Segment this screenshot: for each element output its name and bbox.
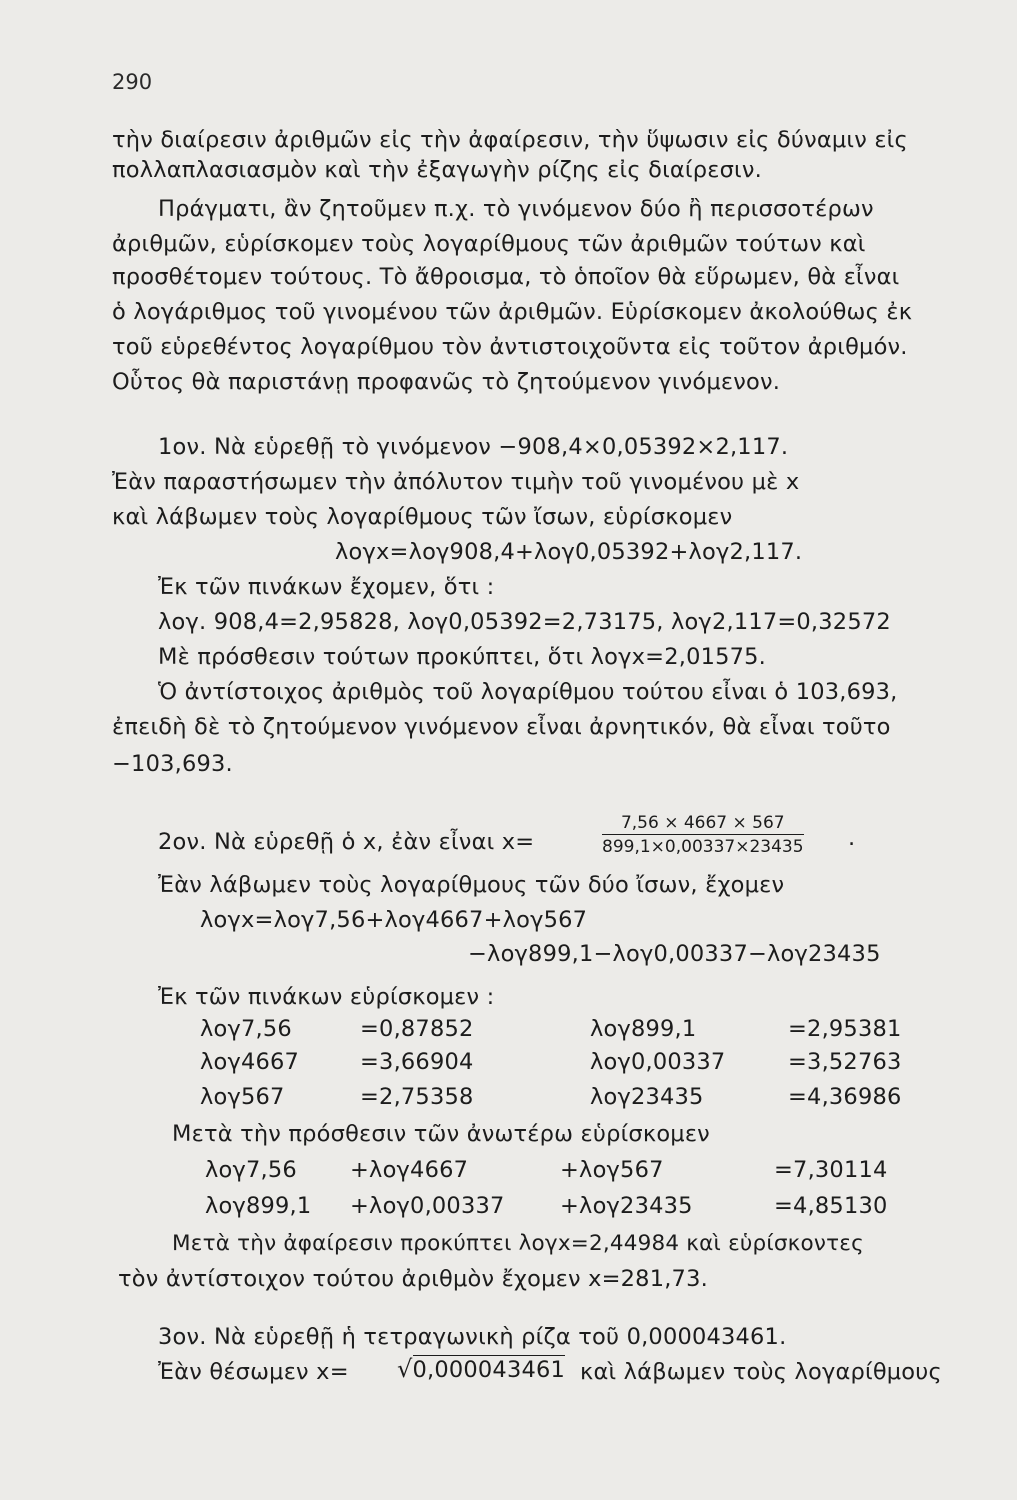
- text-line: Ὁ ἀντίστοιχος ἀριθμὸς τοῦ λογαρίθμου τούτου εἶναι ὁ 103,693,: [158, 679, 898, 705]
- text-line: Ἐκ τῶν πινάκων ἔχομεν, ὅτι :: [158, 574, 495, 600]
- log-name: λογ7,56: [200, 1016, 292, 1042]
- sum-total: =7,30114: [774, 1157, 888, 1183]
- sum-term: +λογ567: [560, 1157, 664, 1183]
- text-line: Ἐὰν θέσωμεν x=: [158, 1359, 349, 1385]
- log-name: λογ4667: [200, 1049, 300, 1075]
- page-number: 290: [112, 70, 153, 94]
- equation-line: λογx=λογ908,4+λογ0,05392+λογ2,117.: [335, 539, 803, 565]
- text-line: τοῦ εὑρεθέντος λογαρίθμου τὸν ἀντιστοιχοῦντα εἰς τοῦτον ἀριθμόν.: [112, 334, 908, 360]
- sqrt-expression: [397, 1356, 565, 1383]
- text-line: ἀριθμῶν, εὑρίσκομεν τοὺς λογαρίθμους τῶν ἀριθμῶν τούτων καὶ: [112, 231, 866, 257]
- sqrt-radicand: 0,000043461: [412, 1357, 566, 1383]
- fraction-period: .: [848, 825, 856, 851]
- text-line: −103,693.: [112, 751, 233, 777]
- log-value: =3,66904: [360, 1049, 474, 1075]
- text-line: Ἐὰν παραστήσωμεν τὴν ἀπόλυτον τιμὴν τοῦ γινομένου μὲ x: [112, 469, 800, 495]
- equation-line: −λογ899,1−λογ0,00337−λογ23435: [468, 941, 881, 967]
- sum-term: +λογ0,00337: [350, 1193, 505, 1219]
- text-line: Οὗτος θὰ παριστάνῃ προφανῶς τὸ ζητούμενον γινόμενον.: [112, 369, 781, 395]
- fraction-numerator: 7,56 × 4667 × 567: [602, 813, 804, 835]
- log-name: λογ567: [200, 1084, 285, 1110]
- text-line: Ἐὰν λάβωμεν τοὺς λογαρίθμους τῶν δύο ἴσων, ἔχομεν: [158, 872, 785, 898]
- fraction: [602, 813, 804, 857]
- sum-term: +λογ23435: [560, 1193, 693, 1219]
- text-line: καὶ λάβωμεν τοὺς λογαρίθμους τῶν ἴσων, εὑρίσκομεν: [112, 504, 733, 530]
- sum-term: +λογ4667: [350, 1157, 469, 1183]
- text-line: τὸν ἀντίστοιχον τούτου ἀριθμὸν ἔχομεν x=281,73.: [118, 1266, 708, 1292]
- fraction-denominator: 899,1×0,00337×23435: [602, 837, 804, 857]
- example-2-heading: 2ον. Νὰ εὑρεθῇ ὁ x, ἐὰν εἶναι x=: [158, 829, 535, 855]
- sqrt-sign-icon: √: [397, 1355, 413, 1383]
- sum-term: λογ7,56: [205, 1157, 297, 1183]
- text-line: ὁ λογάριθμος τοῦ γινομένου τῶν ἀριθμῶν. Εὑρίσκομεν ἀκολούθως ἐκ: [112, 299, 913, 325]
- log-name: λογ23435: [590, 1084, 704, 1110]
- sum-term: λογ899,1: [205, 1193, 312, 1219]
- example-3-heading: 3ον. Νὰ εὑρεθῇ ἡ τετραγωνικὴ ρίζα τοῦ 0,000043461.: [158, 1324, 787, 1350]
- log-value: =2,75358: [360, 1084, 474, 1110]
- equation-line: λογ. 908,4=2,95828, λογ0,05392=2,73175, λογ2,117=0,32572: [158, 609, 891, 635]
- text-line: Μετὰ τὴν πρόσθεσιν τῶν ἀνωτέρω εὑρίσκομεν: [172, 1121, 710, 1147]
- text-line: ἐπειδὴ δὲ τὸ ζητούμενον γινόμενον εἶναι ἀρνητικόν, θὰ εἶναι τοῦτο: [112, 714, 891, 740]
- text-line: τὴν διαίρεσιν ἀριθμῶν εἰς τὴν ἀφαίρεσιν, τὴν ὕψωσιν εἰς δύναμιν εἰς: [112, 127, 908, 153]
- text-line: πολλαπλασιασμὸν καὶ τὴν ἐξαγωγὴν ρίζης εἰς διαίρεσιν.: [112, 157, 762, 183]
- example-1-heading: 1ον. Νὰ εὑρεθῇ τὸ γινόμενον −908,4×0,05392×2,117.: [158, 434, 789, 460]
- text-line: Μετὰ τὴν ἀφαίρεσιν προκύπτει λογx=2,44984 καὶ εὑρίσκοντες: [172, 1231, 864, 1256]
- log-value: =0,87852: [360, 1016, 474, 1042]
- text-line: Πράγματι, ἂν ζητοῦμεν π.χ. τὸ γινόμενον δύο ἢ περισσοτέρων: [158, 196, 874, 222]
- log-value: =2,95381: [788, 1016, 902, 1042]
- text-line: προσθέτομεν τούτους. Τὸ ἄθροισμα, τὸ ὁποῖον θὰ εὕρωμεν, θὰ εἶναι: [112, 264, 900, 290]
- log-value: =4,36986: [788, 1084, 902, 1110]
- text-line: Μὲ πρόσθεσιν τούτων προκύπτει, ὅτι λογx=2,01575.: [158, 644, 767, 670]
- text-line: καὶ λάβωμεν τοὺς λογαρίθμους: [580, 1359, 942, 1385]
- log-value: =3,52763: [788, 1049, 902, 1075]
- log-name: λογ899,1: [590, 1016, 697, 1042]
- equation-line: λογx=λογ7,56+λογ4667+λογ567: [200, 907, 588, 933]
- sum-total: =4,85130: [774, 1193, 888, 1219]
- log-name: λογ0,00337: [590, 1049, 726, 1075]
- text-line: Ἐκ τῶν πινάκων εὑρίσκομεν :: [158, 984, 495, 1010]
